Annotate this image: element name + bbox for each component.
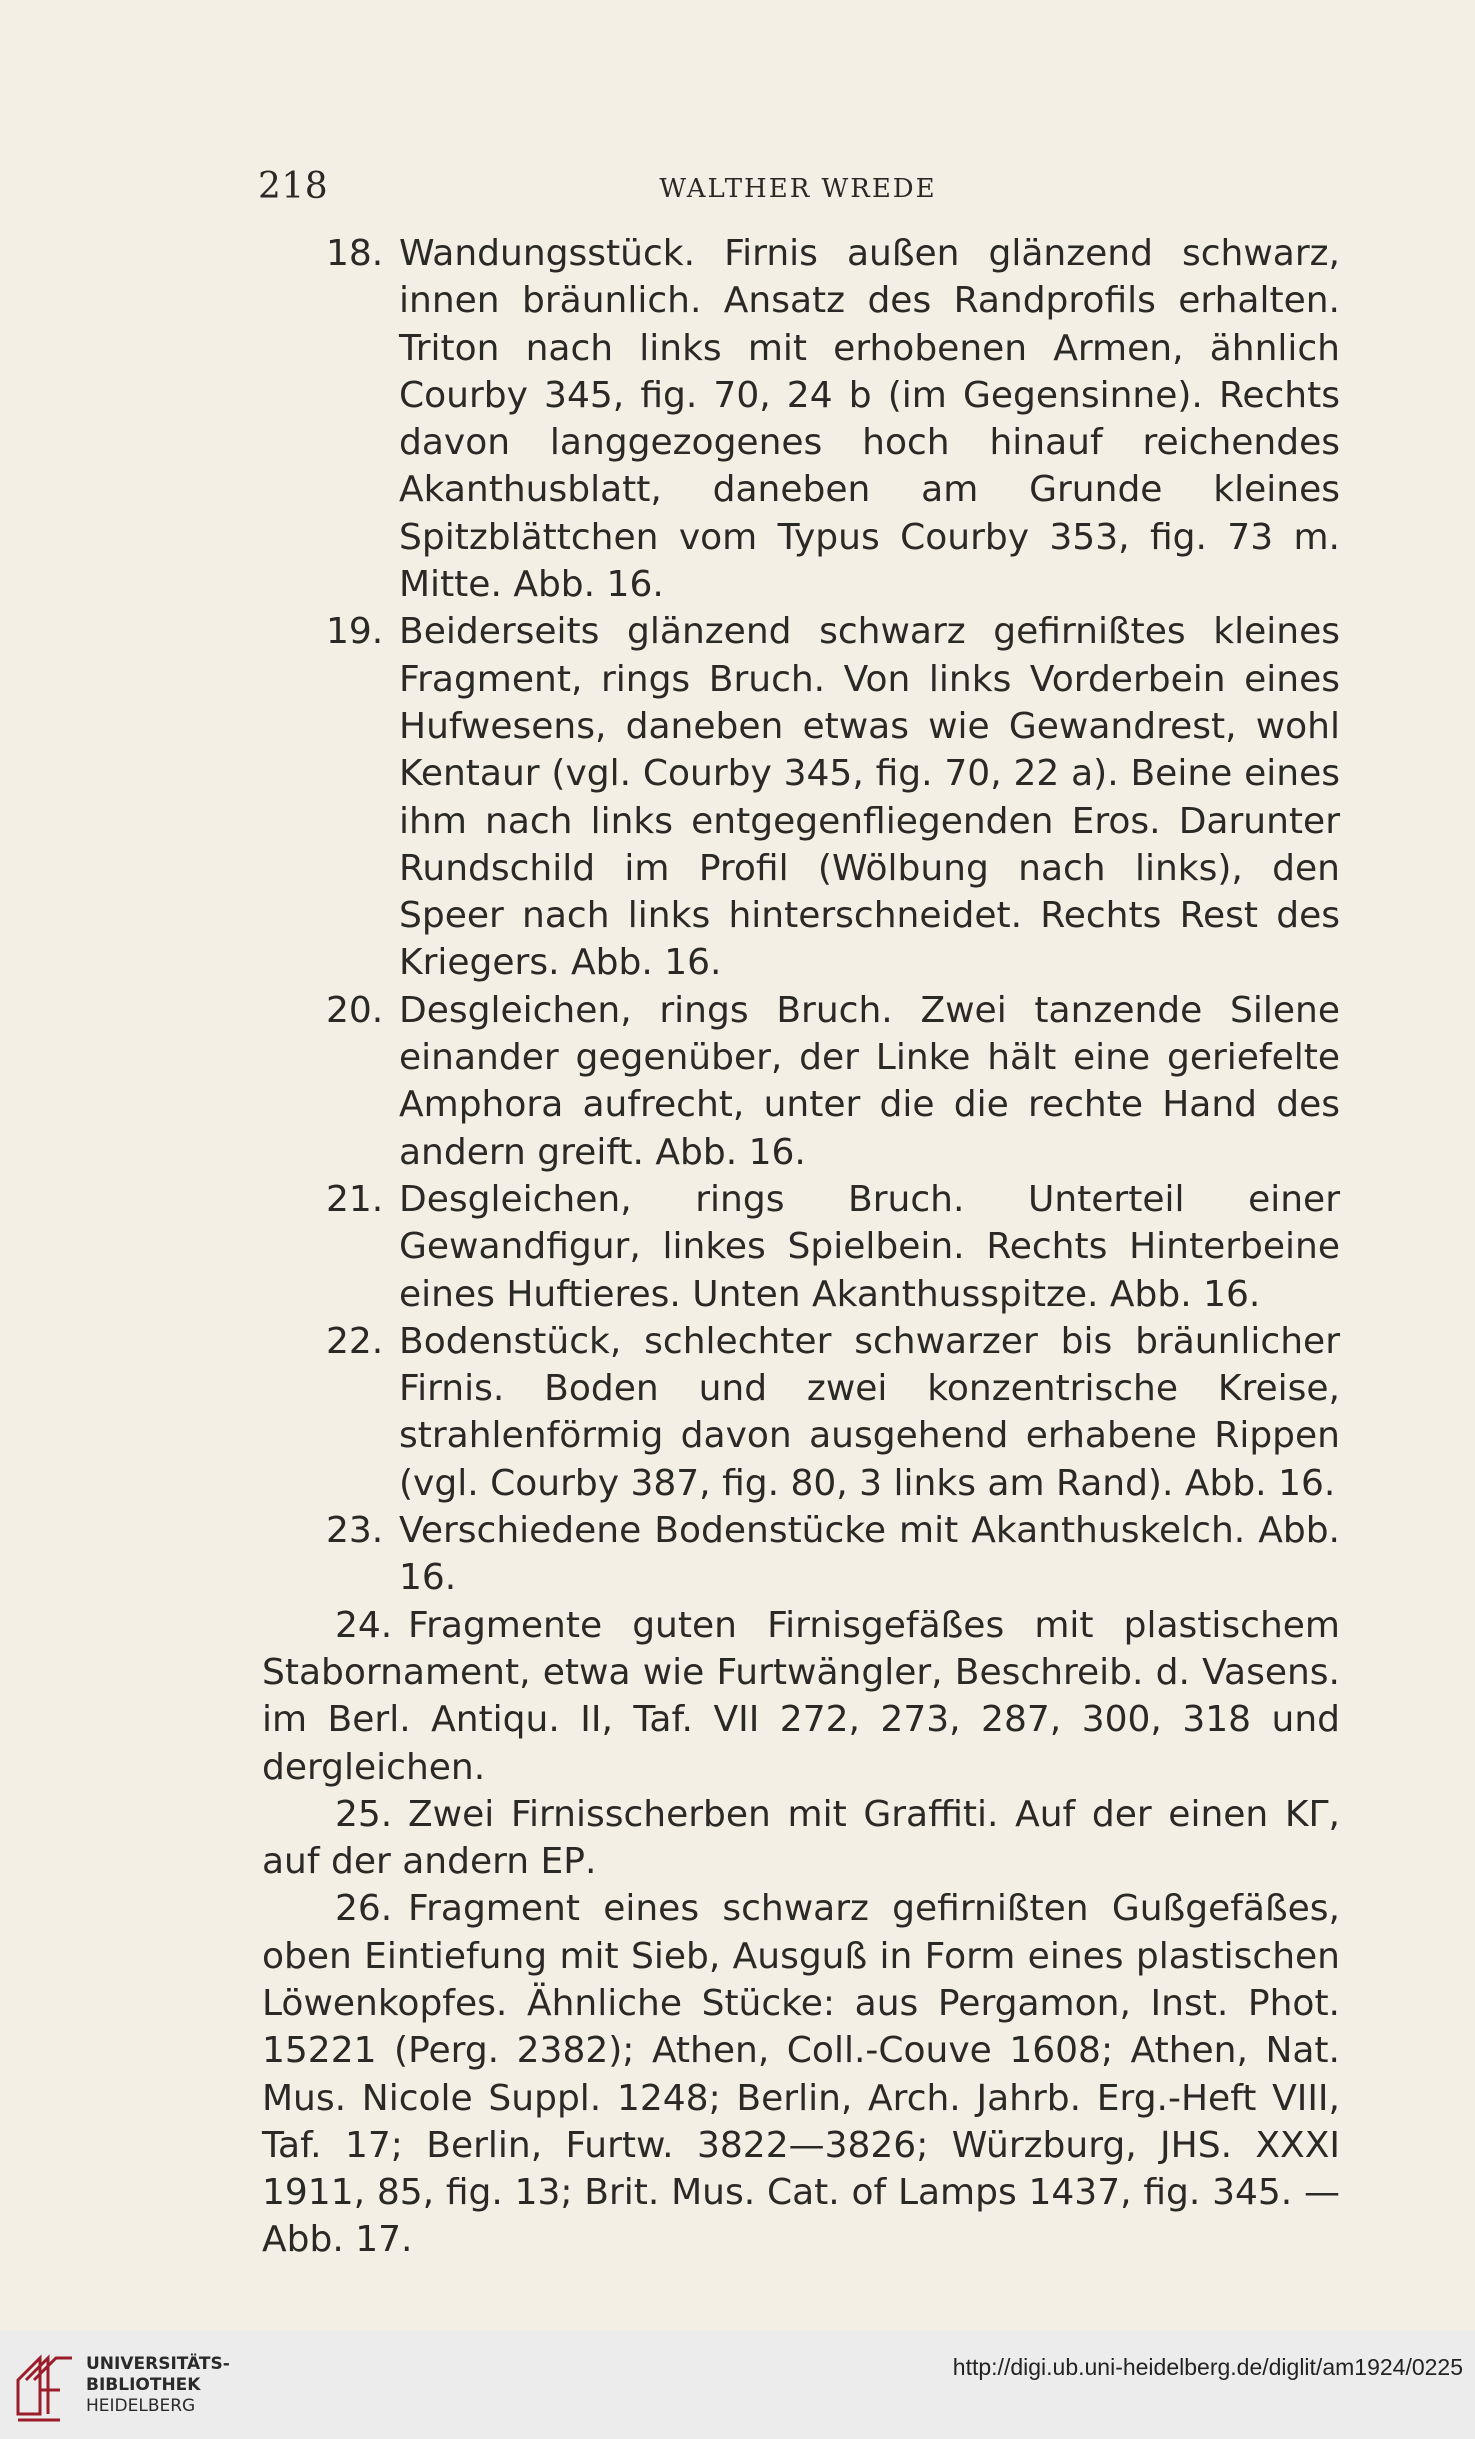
entry-text: Zwei Firnisscherben mit Graffiti. Auf der einen ΚΓ, auf der andern ΕΡ. [262, 1793, 1340, 1883]
entry-number: 20. [326, 989, 384, 1031]
institution-line: BIBLIOTHEK [86, 2375, 201, 2395]
catalogue-entries [262, 230, 1340, 2264]
running-head: WALTHER WREDE [659, 174, 937, 204]
entry-number: 18. [326, 233, 384, 274]
entry-text: Desgleichen, rings Bruch. Zwei tanzende Silene einander gegenüber, der Linke hält eine geriefelte Amphora aufrecht, unter die die rechte Hand des andern greift. Abb. 16. [399, 989, 1340, 1173]
entry-number: 25. [335, 1793, 393, 1835]
catalogue-entry [262, 1507, 1340, 1602]
page-header [258, 166, 1338, 210]
entry-number: 24. [335, 1604, 393, 1646]
entry-number: 22. [326, 1320, 384, 1362]
source-url-link[interactable]: http://digi.ub.uni-heidelberg.de/diglit/am1924/0225 [952, 2354, 1463, 2380]
viewer-footer [0, 2330, 1475, 2439]
entry-text: Fragment eines schwarz gefirnißten Gußgefäßes, oben Eintiefung mit Sieb, Ausguß in Form eines plastischen Löwenkopfes. Ähnliche Stücke: aus Pergamon, Inst. Phot. 15221 (Perg. 2382); Athen, Coll.-Couve 1608; Athen, Nat. Mus. Nicole Suppl. 1248; Berlin, Arch. Jahrb. Erg.-Heft VIII, Taf. 17; Berlin, Furtw. 3822—3826; Würzburg, JHS. XXXI 1911, 85, fig. 13; Brit. Mus. Cat. of Lamps 1437, fig. 345. — Abb. 17. [262, 1888, 1340, 2261]
institution-line: UNIVERSITÄTS- [86, 2354, 230, 2374]
catalogue-entry [262, 1791, 1340, 1886]
catalogue-entry [262, 987, 1340, 1176]
entry-text: Fragmente guten Firnisgefäßes mit plastischem Stabornament, etwa wie Furtwängler, Beschreib. d. Vasens. im Berl. Antiqu. II, Taf. VII 272, 273, 287, 300, 318 und dergleichen. [262, 1604, 1340, 1788]
library-logo-icon [14, 2350, 76, 2422]
institution-line: HEIDELBERG [86, 2396, 196, 2416]
entry-text: Wandungsstück. Firnis außen glänzend schwarz, innen bräunlich. Ansatz des Randprofils erhalten. Triton nach links mit erhobenen Armen, ähnlich Courby 345, fig. 70, 24 b (im Gegensinne). Rechts davon langgezogenes hoch hinauf reichendes Akanthusblatt, daneben am Grunde kleines Spitzblättchen vom Typus Courby 353, fig. 73 m. Mitte. Abb. 16. [399, 233, 1340, 606]
page-number: 218 [258, 166, 329, 207]
catalogue-entry [262, 1176, 1340, 1318]
entry-text: Desgleichen, rings Bruch. Unterteil einer Gewandfigur, linkes Spielbein. Rechts Hinterbeine eines Huftieres. Unten Akanthusspitze. Abb. 16. [399, 1178, 1340, 1315]
catalogue-entry [262, 1602, 1340, 1791]
entry-text: Verschiedene Bodenstücke mit Akanthuskelch. Abb. 16. [399, 1510, 1340, 1599]
catalogue-entry [262, 230, 1340, 608]
entry-text: Bodenstück, schlechter schwarzer bis bräunlicher Firnis. Boden und zwei konzentrische Kreise, strahlenförmig davon ausgehend erhabene Rippen (vgl. Courby 387, fig. 80, 3 links am Rand). Abb. 16. [399, 1320, 1340, 1504]
entry-number: 21. [326, 1178, 384, 1220]
catalogue-entry [262, 608, 1340, 986]
catalogue-entry [262, 1318, 1340, 1507]
institution-name [86, 2354, 230, 2417]
catalogue-entry [262, 1885, 1340, 2263]
entry-number: 19. [326, 611, 384, 653]
entry-number: 23. [326, 1510, 384, 1552]
entry-number: 26. [335, 1888, 393, 1930]
entry-text: Beiderseits glänzend schwarz gefirnißtes kleines Fragment, rings Bruch. Von links Vorderbein eines Hufwesens, daneben etwas wie Gewandrest, wohl Kentaur (vgl. Courby 345, fig. 70, 22 a). Beine eines ihm nach links entgegenfliegenden Eros. Darunter Rundschild im Profil (Wölbung nach links), den Speer nach links hinterschneidet. Rechts Rest des Kriegers. Abb. 16. [399, 611, 1340, 984]
